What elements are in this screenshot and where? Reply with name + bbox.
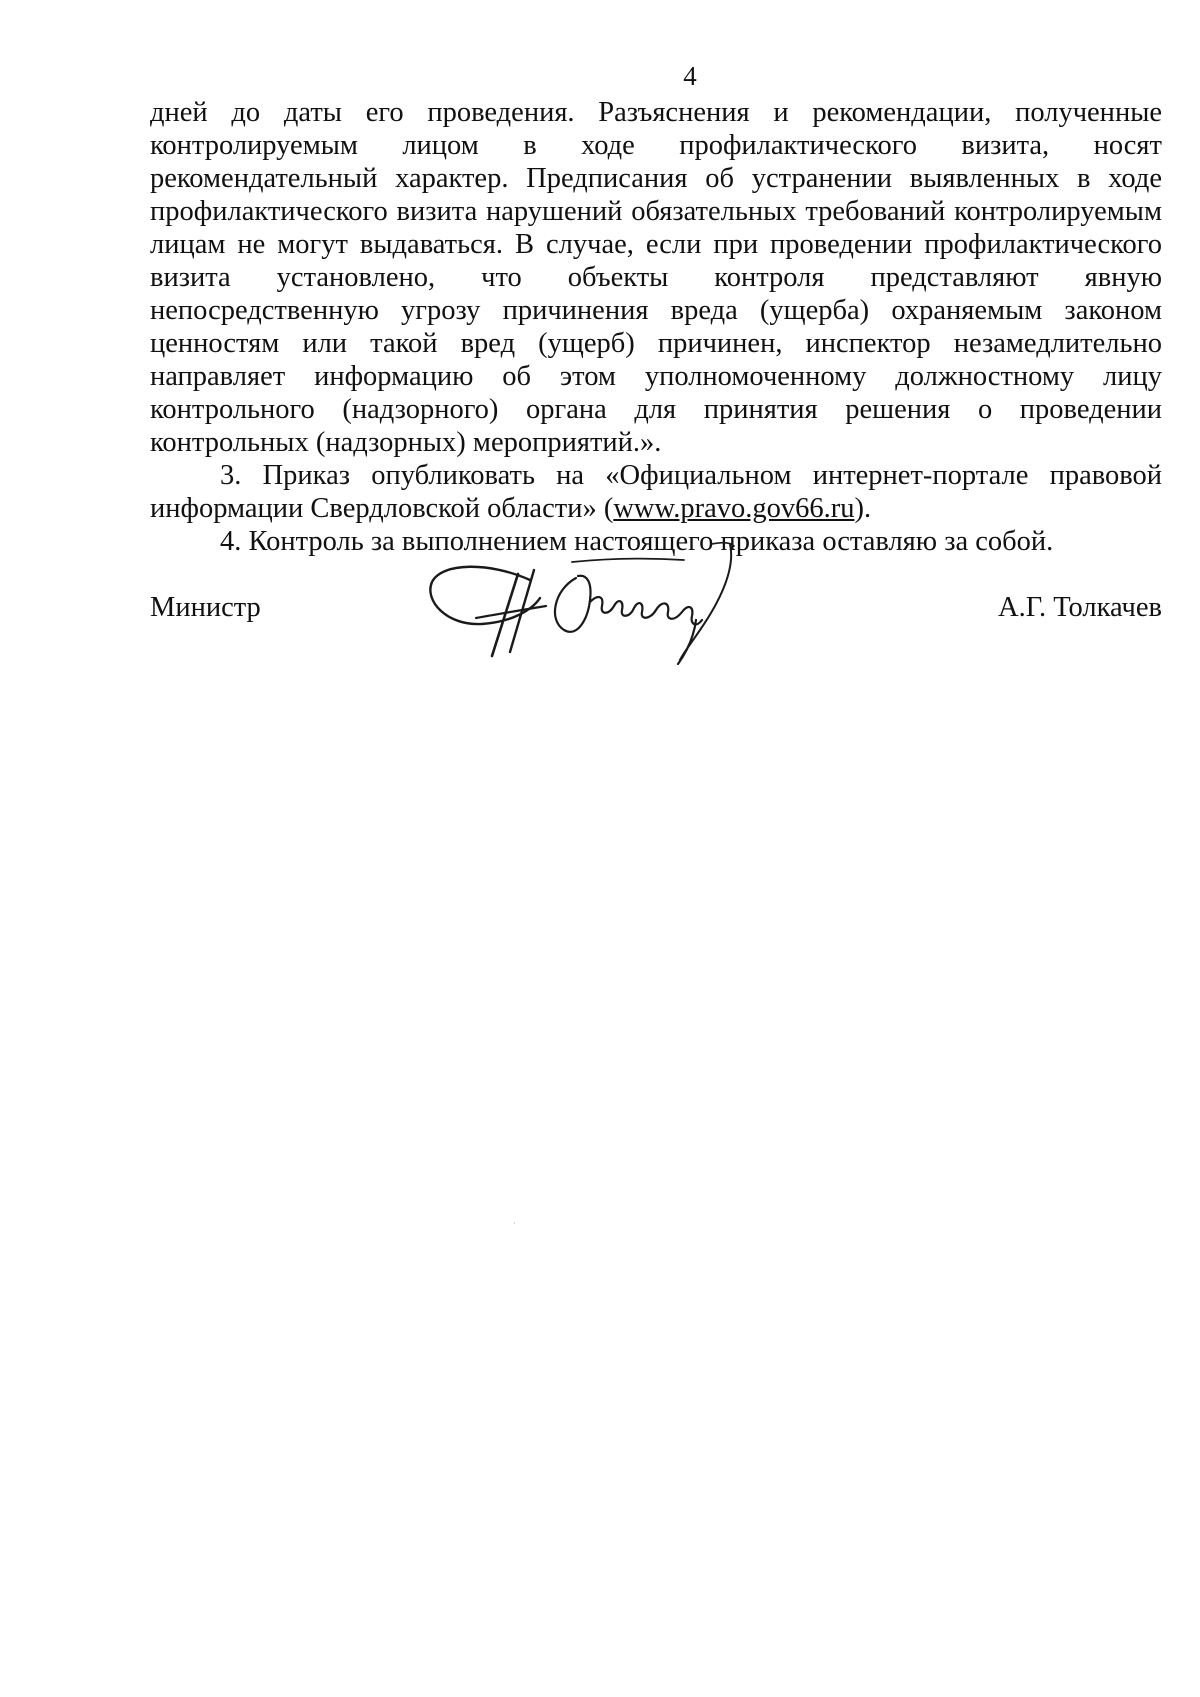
paragraph-item-4: 4. Контроль за выполнением настоящего приказа оставляю за собой. xyxy=(220,526,1054,557)
paragraph-item-3 xyxy=(150,459,1162,525)
signer-name: А.Г. Толкачев xyxy=(998,592,1162,623)
handwritten-signature xyxy=(412,540,742,670)
paragraph-continuation: дней до даты его проведения. Разъяснения и рекомендации, полученные контролируемым лицом в ходе профилактического визита, носят рекомендательный характер. Предписания об устранении выявленных в ходе профилактического визита нарушений обязательных требований контролируемым лицам не могут выдаваться. В случае, если при проведении профилактического визита установлено, что объекты контроля представляют явную непосредственную угрозу причинения вреда (ущерба) охраняемым законом ценностям или такой вред (ущерб) причинен, инспектор незамедлительно направляет информацию об этом уполномоченному должностному лицу контрольного (надзорного) органа для принятия решения о проведении контрольных (надзорных) мероприятий.». xyxy=(150,97,1162,458)
pravo-portal-link[interactable]: www.pravo.gov66.ru xyxy=(613,493,855,524)
document-body xyxy=(150,96,1162,558)
paragraph-item-3-text: 3. Приказ опубликовать на «Официальном интернет-портале правовой информации Свердловской области» ( xyxy=(150,460,1162,524)
scan-dust-mark xyxy=(514,1222,515,1224)
position-title: Министр xyxy=(150,592,261,623)
signature-block xyxy=(150,540,1162,670)
page-number: 4 xyxy=(683,61,697,91)
paragraph-item-3-closing: ). xyxy=(854,493,872,524)
